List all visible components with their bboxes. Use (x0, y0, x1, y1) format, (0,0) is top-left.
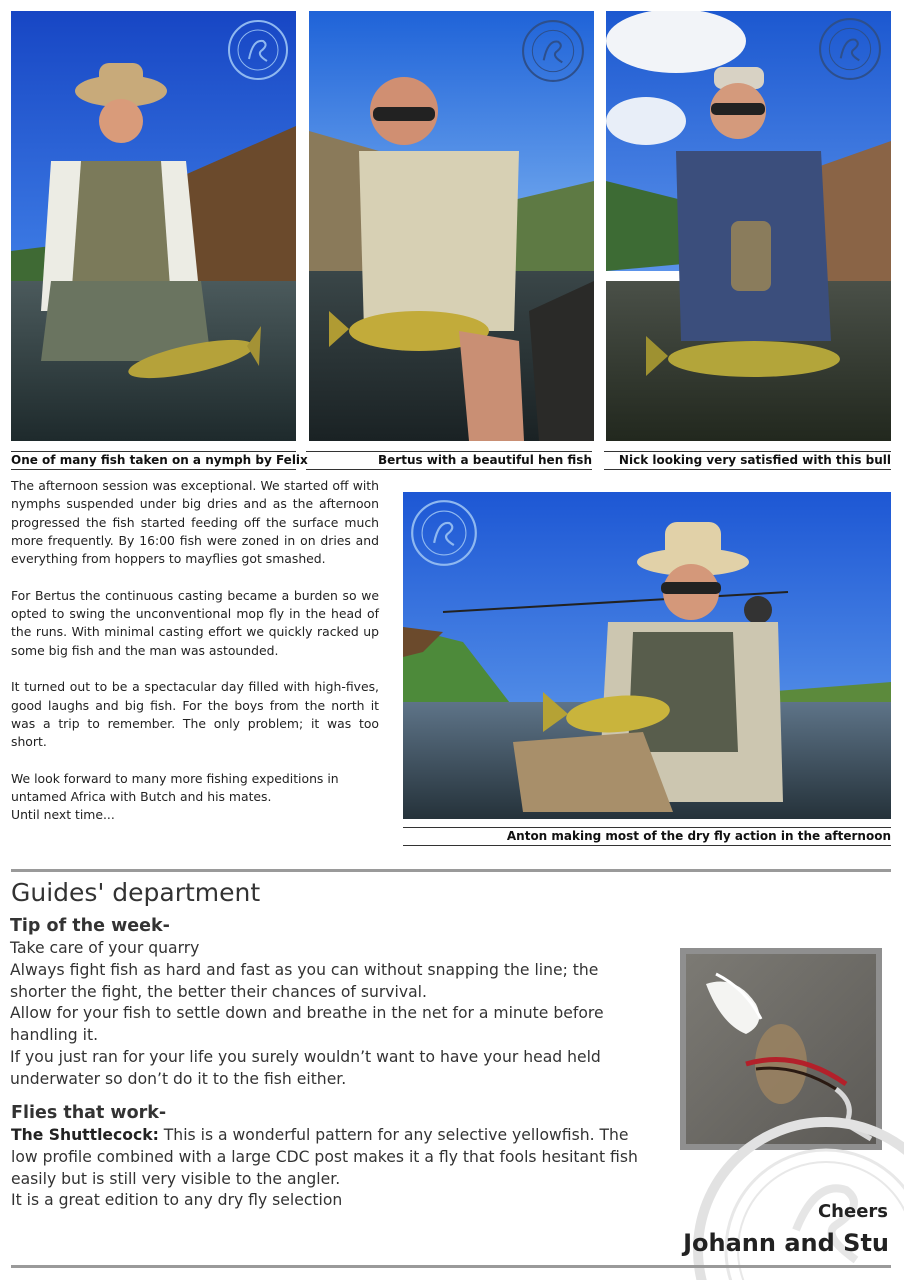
fly-description (11, 1125, 651, 1190)
story-text (11, 477, 379, 825)
section-divider (11, 869, 891, 872)
story-paragraph: The afternoon session was exceptional. We started off with nymphs suspended under big dries and as the afternoon progressed the fish started feeding off the surface much more frequently. By 16:00 fish were zoned in on dries and everything from hoppers to mayflies got smashed. (11, 478, 379, 567)
story-closing: We look forward to many more fishing expeditions in untamed Africa with Butch and his mates. (11, 770, 339, 805)
tip-line: Allow for your fish to settle down and breathe in the net for a minute before handling it. (10, 1004, 604, 1045)
tip-heading: Tip of the week- (10, 916, 170, 936)
story-paragraph (11, 770, 379, 825)
guides-title: Guides' department (11, 878, 261, 907)
story-paragraph: For Bertus the continuous casting became a burden so we opted to swing the unconventional mop fly in the head of the runs. With minimal casting effort we quickly racked up some big fish and the man was astounded. (11, 587, 379, 658)
caption-felix: One of many fish taken on a nymph by Felix (11, 451, 296, 470)
tourette-fishing-logo (410, 499, 478, 567)
signoff-names: Johann and Stu (683, 1229, 889, 1257)
fly-text: This is a wonderful pattern for any selective yellowfish. The low profile combined with a large CDC post makes it a fly that fools hesitant fish easily but is still very visible to the angler. (11, 1126, 638, 1188)
tourette-fishing-logo (818, 17, 882, 81)
tip-line: Take care of your quarry (10, 939, 200, 957)
tip-line: If you just ran for your life you surely wouldn’t want to have your head held underwater so don’t do it to the fish either. (10, 1047, 601, 1088)
cheers-text: Cheers (817, 1201, 888, 1222)
fly-note: It is a great edition to any dry fly selection (11, 1191, 343, 1210)
tip-body (10, 938, 650, 1091)
tourette-fishing-logo (521, 19, 585, 83)
footer-divider (11, 1265, 891, 1268)
tip-line: Always fight fish as hard and fast as you can without snapping the line; the shorter the fight, the better their chances of survival. (10, 960, 599, 1001)
flies-body (11, 1125, 651, 1212)
caption-anton: Anton making most of the dry fly action in the afternoon (403, 827, 891, 846)
story-signoff: Until next time... (11, 807, 115, 823)
caption-bertus: Bertus with a beautiful hen fish (306, 451, 592, 470)
tourette-fishing-logo (227, 19, 289, 81)
flies-heading: Flies that work- (11, 1103, 167, 1123)
fly-name: The Shuttlecock: (11, 1126, 159, 1144)
caption-nick: Nick looking very satisfied with this bull (604, 451, 891, 470)
story-paragraph: It turned out to be a spectacular day filled with high-fives, good laughs and big fish. For the boys from the north it was a trip to remember. The only problem; it was too short. (11, 679, 379, 750)
